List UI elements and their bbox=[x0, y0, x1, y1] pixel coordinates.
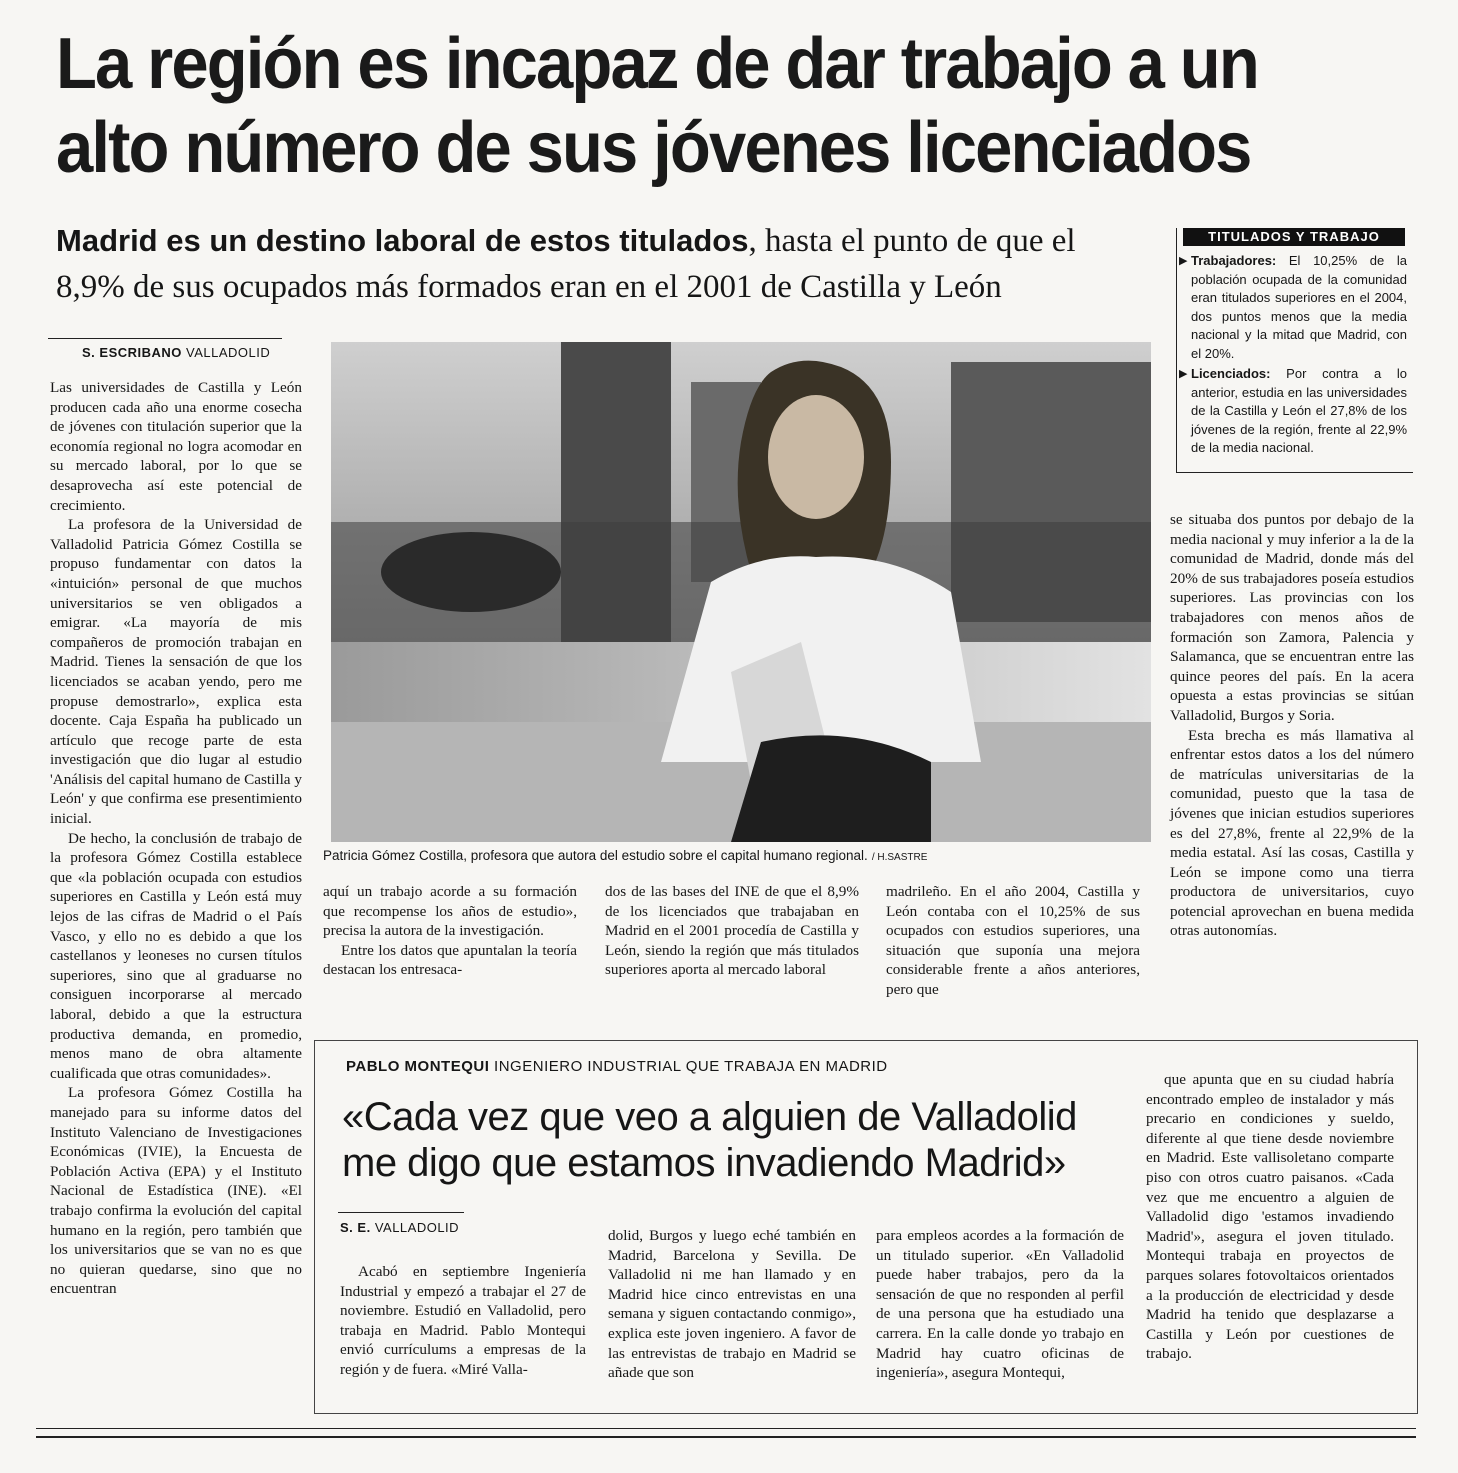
interview-paragraph: que apunta que en su ciudad habría encontrado empleo de instalador y más precario en condiciones y sueldo, diferente al que tiene desde noviembre en Madrid. Este vallisoletano comparte piso con otros cuatro paisanos. «Cada vez que me encuentro a alguien de Valladolid digo 'estamos invadiendo Madrid'», asegura el joven titulado. Montequi trabaja en proyectos de parques solares fotovoltaicos orientados a la producción de electricidad y desde Madrid ha tenido que desplazarse a Castilla y León por cuestiones de trabajo. bbox=[1146, 1071, 1394, 1363]
article-column-1 bbox=[50, 378, 302, 1299]
sidebar-item-label: Trabajadores: bbox=[1191, 253, 1277, 268]
subtitle-bold: Madrid es un destino laboral de estos titulados bbox=[56, 223, 749, 258]
byline-author: S. ESCRIBANO bbox=[82, 345, 182, 360]
arrow-right-icon: ▶ bbox=[1179, 368, 1188, 380]
article-paragraph: La profesora de la Universidad de Valladolid Patricia Gómez Costilla se propuso fundamentar con datos la «intuición» personal de que muchos universitarios se ven obligados a emigrar. «La mayoría de mis compañeros de promoción trabajan en Madrid. Tienes la sensación de que los licenciados se acaban yendo, pero me propuse demostrarlo», explica esta docente. Caja España ha publicado un artículo que recoge parte de esta investigación que dio lugar al estudio 'Análisis del capital humano de Castilla y León' y que confirma ese presentimiento inicial. bbox=[50, 516, 302, 828]
article-column-3 bbox=[605, 882, 859, 980]
sidebar-box bbox=[1176, 228, 1413, 473]
interview-paragraph: dolid, Burgos y luego eché también en Madrid, Barcelona y Sevilla. De Valladolid ni me han llamado y en Madrid hice cinco entrevistas en una semana y siguen contactando conmigo», explica este joven ingeniero. A favor de las entrevistas de trabajo en Madrid se añade que son bbox=[608, 1227, 856, 1382]
photo-caption-text: Patricia Gómez Costilla, profesora que autora del estudio sobre el capital humano regional. bbox=[323, 848, 868, 863]
article-column-2 bbox=[323, 882, 577, 980]
arrow-right-icon: ▶ bbox=[1179, 255, 1188, 267]
interview-kicker-name: PABLO MONTEQUI bbox=[346, 1058, 490, 1075]
interview-title-line-1: «Cada vez que veo a alguien de Valladolid bbox=[342, 1095, 1077, 1139]
sidebar-item bbox=[1179, 365, 1407, 458]
byline-rule bbox=[48, 338, 282, 339]
sidebar-item-text: El 10,25% de la población ocupada de la comunidad eran titulados superiores en el 2004, dos puntos menos que la media nacional y la mitad que Madrid, con el 20%. bbox=[1191, 253, 1407, 361]
article-paragraph: se situaba dos puntos por debajo de la media nacional y muy inferior a la de la comunidad de Madrid, donde más del 20% de sus trabajadores poseía estudios superiores. Las provincias con los trabajadores con menos años de formación son Zamora, Palencia y Salamanca, que se encuentran entre las quince peores del país. En la acera opuesta a estas provincias se sitúan Valladolid, Burgos y Soria. bbox=[1170, 511, 1414, 724]
interview-byline-rule bbox=[338, 1212, 464, 1213]
sidebar-title: TITULADOS Y TRABAJO bbox=[1183, 228, 1405, 246]
article-paragraph: dos de las bases del INE de que el 8,9% de los licenciados que trabajaban en Madrid en el 2001 procedía de Castilla y León, siendo la región que más titulados superiores aporta al mercado laboral bbox=[605, 883, 859, 979]
article-paragraph: aquí un trabajo acorde a su formación que recompense los años de estudio», precisa la autora de la investigación. bbox=[323, 883, 577, 940]
article-column-5 bbox=[1170, 510, 1414, 941]
bottom-rule bbox=[36, 1428, 1416, 1429]
subtitle-line-2: 8,9% de sus ocupados más formados eran en el 2001 de Castilla y León bbox=[56, 269, 1002, 305]
sidebar-text bbox=[1179, 252, 1407, 460]
interview-byline-author: S. E. bbox=[340, 1220, 371, 1235]
article-paragraph: Entre los datos que apuntalan la teoría destacan los entresaca- bbox=[323, 941, 577, 979]
interview-kicker bbox=[346, 1058, 888, 1075]
subtitle bbox=[56, 218, 1166, 310]
article-photo bbox=[331, 342, 1151, 842]
interview-title-line-2: me digo que estamos invadiendo Madrid» bbox=[342, 1141, 1066, 1185]
interview-column-3 bbox=[876, 1226, 1124, 1383]
interview-paragraph: Acabó en septiembre Ingeniería Industrial y empezó a trabajar el 27 de noviembre. Estudió en Valladolid, pero trabaja en Madrid. Pablo Montequi envió currículums a empresas de la región y de fuera. «Miré Valla- bbox=[340, 1263, 586, 1378]
article-paragraph: Las universidades de Castilla y León producen cada año una enorme cosecha de jóvenes con titulación superior que la economía regional no logra acomodar en su mercado laboral, por lo que se desaprovecha así este potencial de crecimiento. bbox=[50, 379, 302, 514]
byline bbox=[82, 345, 270, 360]
photo-illustration bbox=[331, 342, 1151, 842]
headline bbox=[56, 22, 1339, 190]
sidebar-item-text: Por contra a lo anterior, estudia en las universidades de la Castilla y León el 27,8% de los jóvenes de la región, frente al 22,9% de la media nacional. bbox=[1191, 366, 1407, 455]
interview-byline-place: VALLADOLID bbox=[374, 1220, 460, 1235]
sidebar-item-label: Licenciados: bbox=[1191, 366, 1271, 381]
sidebar-item bbox=[1179, 252, 1407, 363]
headline-line-2: alto número de sus jóvenes licenciados bbox=[56, 108, 1251, 188]
interview-column-1 bbox=[340, 1262, 586, 1380]
article-paragraph: De hecho, la conclusión de trabajo de la profesora Gómez Costilla establece que «la población ocupada con estudios superiores en Castilla y León está muy lejos de las cifras de Madrid o el País Vasco, y ello no es debido a que los castellanos y leoneses no cursen títulos superiores, sino que al graduarse no consiguen incorporarse al mercado laboral, debido a que la estructura productiva demanda, en promedio, menos mano de obra altamente cualificada que otras comunidades». bbox=[50, 829, 302, 1082]
photo-credit: / H.SASTRE bbox=[871, 852, 928, 863]
subtitle-line-1-rest: , hasta el punto de que el bbox=[748, 223, 1076, 259]
headline-line-1: La región es incapaz de dar trabajo a un bbox=[56, 24, 1258, 104]
interview-byline bbox=[340, 1220, 459, 1235]
photo-caption bbox=[323, 848, 1153, 863]
article-paragraph: Esta brecha es más llamativa al enfrentar estos datos a los del número de matrículas universitarias de la comunidad, puesto que la tasa de jóvenes que inician estudios superiores es del 27,8%, frente al 22,9% de la media estatal. Así las cosas, Castilla y León se impone como una tierra productora de universitarios, cuyo potencial aprovechan en buena medida otras autonomías. bbox=[1170, 726, 1414, 940]
interview-kicker-role: INGENIERO INDUSTRIAL QUE TRABAJA EN MADRID bbox=[489, 1058, 888, 1075]
bottom-rule bbox=[36, 1436, 1416, 1438]
article-paragraph: madrileño. En el año 2004, Castilla y León contaba con el 10,25% de sus ocupados con estudios superiores, una situación que suponía una mejora considerable frente a años anteriores, pero que bbox=[886, 883, 1140, 998]
interview-column-4 bbox=[1146, 1070, 1394, 1364]
article-column-4 bbox=[886, 882, 1140, 1000]
article-paragraph: La profesora Gómez Costilla ha manejado para su informe datos del Instituto Valenciano de Investigaciones Económicas (IVIE), la Encuesta de Población Activa (EPA) y el Instituto Nacional de Estadística (INE). «El trabajo confirma la evolución del capital humano en la región, pero también que los universitarios que se van no es que no quieran quedarse, sino que no encuentran bbox=[50, 1084, 302, 1298]
interview-title bbox=[342, 1094, 1132, 1186]
byline-place: VALLADOLID bbox=[186, 345, 271, 360]
interview-paragraph: para empleos acordes a la formación de un titulado superior. «En Valladolid puede haber trabajos, pero da la sensación de que no responden al perfil de una persona que ha estudiado una carrera. En la calle donde yo trabajo en Madrid hay cuatro oficinas de ingeniería», asegura Montequi, bbox=[876, 1227, 1124, 1382]
interview-column-2 bbox=[608, 1226, 856, 1383]
